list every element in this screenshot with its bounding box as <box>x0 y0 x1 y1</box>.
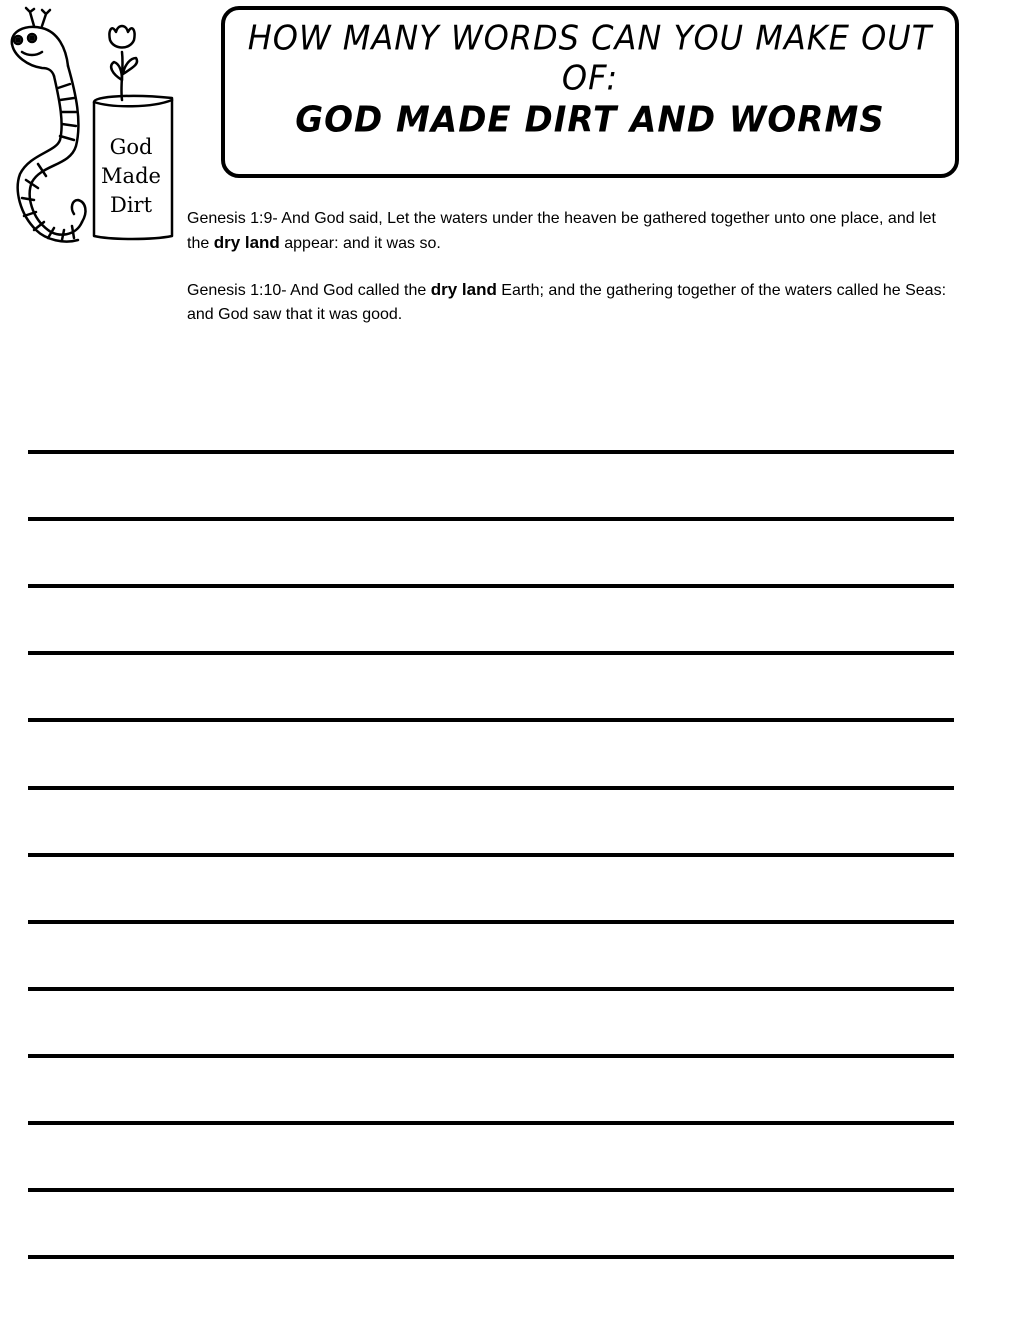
writing-line <box>28 920 954 924</box>
jar-label-line3: Dirt <box>109 193 153 217</box>
verse-text: Earth; and the gathering together of the waters called he Seas: and God saw that it was good. <box>187 282 947 323</box>
writing-line <box>28 450 954 454</box>
writing-line <box>28 718 954 722</box>
title-phrase: GOD MADE DIRT AND WORMS <box>295 99 885 141</box>
jar-label-line1: God <box>109 135 153 159</box>
writing-line <box>28 786 954 790</box>
jar-label-line2: Made <box>101 164 161 188</box>
verse-highlight: dry land <box>213 233 280 252</box>
verse-text: Genesis 1:10- And God called the <box>187 282 431 299</box>
writing-line <box>28 853 954 857</box>
verse-text: appear: and it was so. <box>279 235 441 252</box>
verse-text: Genesis 1:9- And God said, Let the waters under the heaven be gathered together unto one place, and let the <box>187 210 936 252</box>
writing-line <box>28 1188 954 1192</box>
writing-line <box>28 517 954 521</box>
verse-highlight: dry land <box>430 280 497 299</box>
writing-line <box>28 1255 954 1259</box>
writing-line <box>28 584 954 588</box>
writing-line <box>28 1054 954 1058</box>
writing-line <box>28 1121 954 1125</box>
writing-line <box>28 651 954 655</box>
writing-lines <box>28 0 954 1319</box>
writing-line <box>28 987 954 991</box>
title-question: HOW MANY WORDS CAN YOU MAKE OUT OF: <box>247 18 933 98</box>
